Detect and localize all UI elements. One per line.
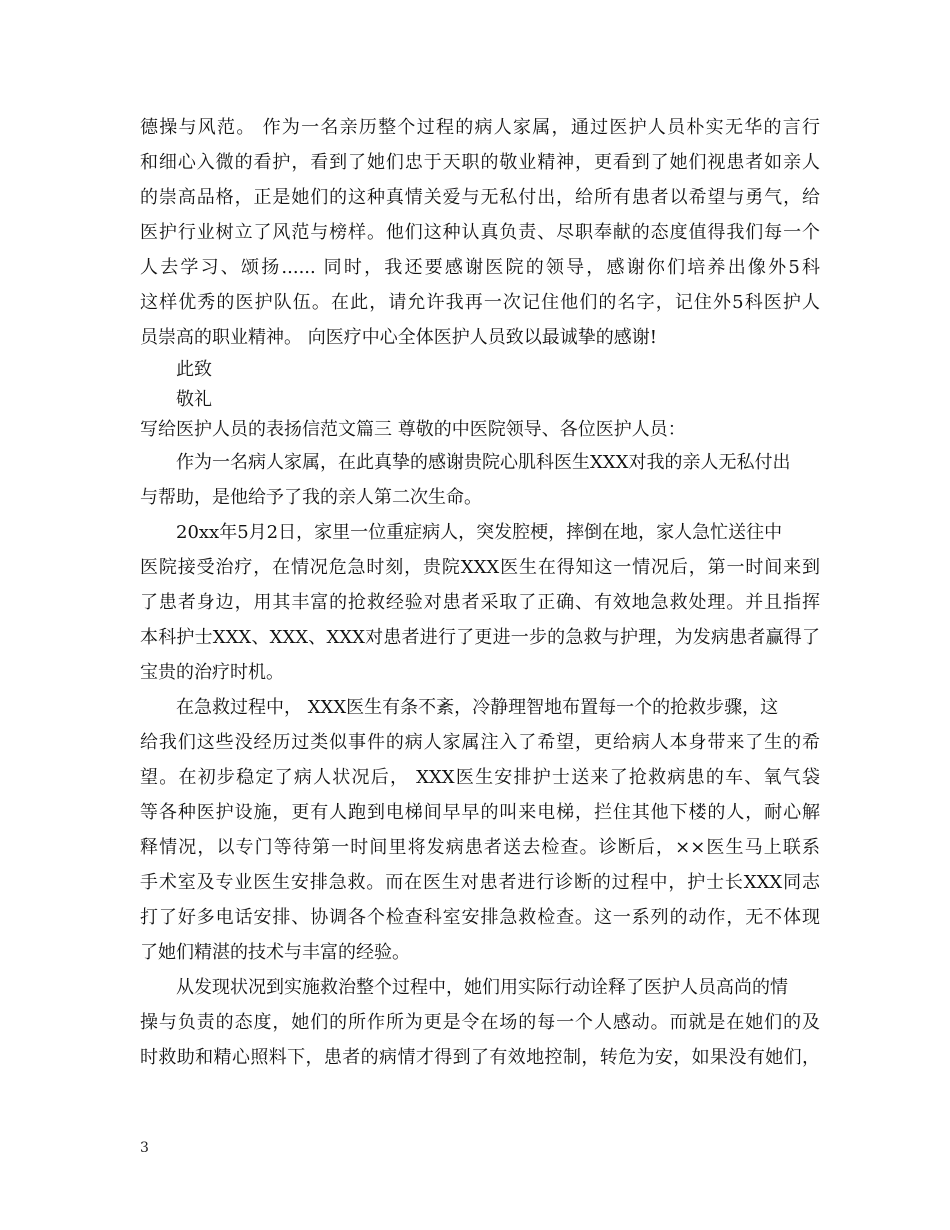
closing-regards: 敬礼: [176, 389, 212, 410]
text-line: 宝贵的治疗时机。: [140, 662, 284, 683]
text-line: 这样优秀的医护队伍。在此，请允许我再一次记住他们的名字，记住外5科医护人: [140, 292, 820, 313]
text-line: 手术室及专业医生安排急救。而在医生对患者进行诊断的过程中，护士长XXX同志: [140, 872, 820, 893]
text-line: 的崇高品格，正是她们的这种真情关爱与无私付出，给所有患者以希望与勇气，给: [140, 187, 820, 208]
text-line: 20xx年5月2日，家里一位重症病人，突发腔梗，摔倒在地，家人急忙送往中: [176, 522, 783, 543]
closing-salutation: 此致: [176, 359, 212, 380]
text-line: 员崇高的职业精神。 向医疗中心全体医护人员致以最诚挚的感谢!: [140, 327, 657, 348]
text-line: 本科护士XXX、XXX、XXX对患者进行了更进一步的急救与护理，为发病患者赢得了: [140, 627, 820, 648]
text-line: 作为一名病人家属，在此真挚的感谢贵院心肌科医生XXX对我的亲人无私付出: [176, 452, 791, 473]
text-line: 在急救过程中， XXX医生有条不紊，冷静理智地布置每一个的抢救步骤，这: [176, 697, 779, 718]
text-line: 了她们精湛的技术与丰富的经验。: [140, 942, 410, 963]
letter-body: [140, 110, 820, 1075]
text-line: 和细心入微的看护，看到了她们忠于天职的敬业精神，更看到了她们视患者如亲人: [140, 152, 820, 173]
text-line: 打了好多电话安排、协调各个检查科室安排急救检查。这一系列的动作，无不体现: [140, 907, 820, 928]
text-line: 了患者身边，用其丰富的抢救经验对患者采取了正确、有效地急救处理。并且指挥: [140, 592, 820, 613]
text-line: 操与负责的态度，她们的所作所为更是令在场的每一个人感动。而就是在她们的及: [140, 1012, 820, 1033]
text-line: 时救助和精心照料下，患者的病情才得到了有效地控制，转危为安，如果没有她们，: [140, 1047, 820, 1068]
text-line: 等各种医护设施，更有人跑到电梯间早早的叫来电梯，拦住其他下楼的人，耐心解: [140, 802, 820, 823]
text-line: 释情况，以专门等待第一时间里将发病患者送去检查。诊断后，××医生马上联系: [140, 837, 820, 858]
text-line: 与帮助，是他给予了我的亲人第二次生命。: [140, 487, 482, 508]
text-line: 医院接受治疗，在情况危急时刻，贵院XXX医生在得知这一情况后，第一时间来到: [140, 557, 820, 578]
text-line: 望。在初步稳定了病人状况后， XXX医生安排护士送来了抢救病患的车、氧气袋: [140, 767, 820, 788]
text-line: 给我们这些没经历过类似事件的病人家属注入了希望，更给病人本身带来了生的希: [140, 732, 820, 753]
text-line: 医护行业树立了风范与榜样。他们这种认真负责、尽职奉献的态度值得我们每一个: [140, 222, 820, 243]
text-line: 人去学习、颂扬...... 同时，我还要感谢医院的领导，感谢你们培养出像外5科: [140, 257, 820, 278]
section-heading: 写给医护人员的表扬信范文篇三 尊敬的中医院领导、各位医护人员：: [140, 419, 686, 440]
text-line: 从发现状况到实施救治整个过程中，她们用实际行动诠释了医护人员高尚的情: [176, 977, 788, 998]
page-number: 3: [140, 1140, 149, 1156]
text-line: 德操与风范。 作为一名亲历整个过程的病人家属，通过医护人员朴实无华的言行: [140, 117, 820, 138]
